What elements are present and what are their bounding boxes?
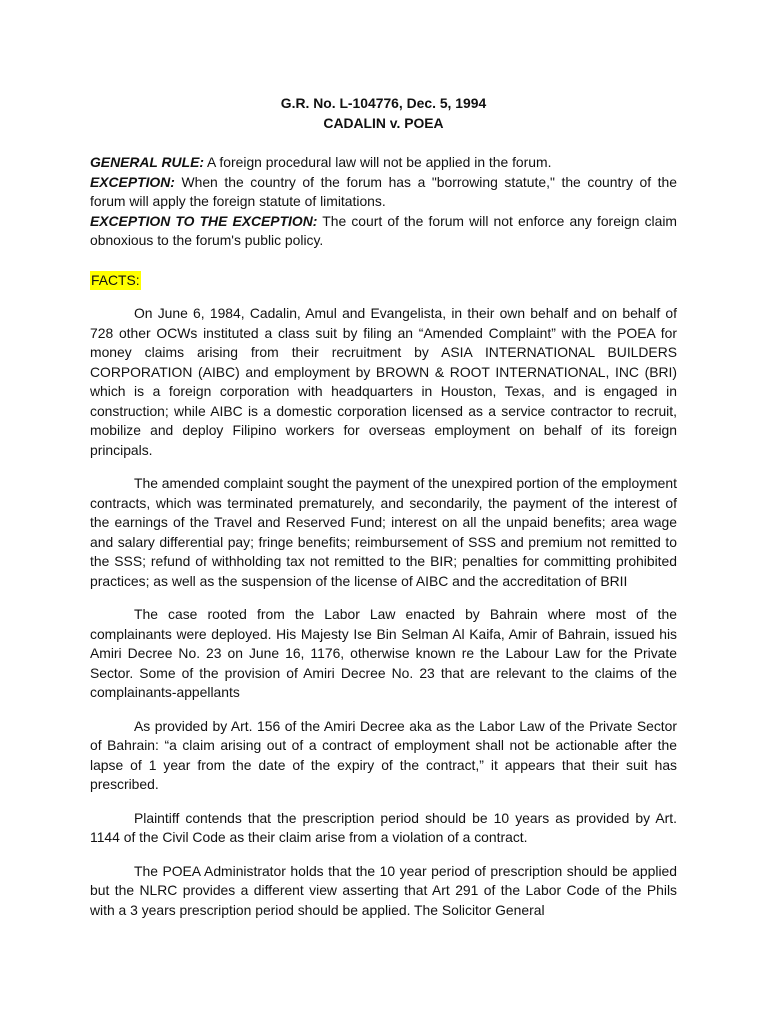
exception-rule: [90, 173, 677, 212]
facts-paragraph: Plaintiff contends that the prescription period should be 10 years as provided by Art. 1144 of the Civil Code as their claim arise from a violation of a contract.: [90, 809, 677, 845]
facts-section: [90, 271, 677, 921]
rules-section: [90, 153, 677, 251]
facts-paragraph: The amended complaint sought the payment of the unexpired portion of the employment contracts, which was terminated prematurely, and secondarily, the payment of the interest of the earnings of the Travel and Reserved Fund; interest on all the unpaid benefits; area wage and salary differential pay; fringe benefits; reimbursement of SSS and premium not remitted to the SSS; refund of withholding tax not remitted to the BIR; penalties for committing prohibited practices; as well as the suspension of the license of AIBC and the accreditation of BRII: [90, 475, 677, 589]
rule-text: The court of the forum will not enforce any foreign claim obnoxious to the forum's public policy.: [90, 212, 677, 248]
rule-term: EXCEPTION TO THE EXCEPTION:: [90, 212, 318, 229]
document-page: [90, 94, 677, 920]
case-title: CADALIN v. POEA: [323, 114, 444, 131]
exception-to-exception-rule: [90, 212, 677, 251]
facts-paragraph: The POEA Administrator holds that the 10 year period of prescription should be applied but the NLRC provides a different view asserting that Art 291 of the Labor Code of the Phils with a 3 years prescription period should be applied. The Solicitor General: [90, 862, 677, 918]
general-rule: [90, 153, 677, 173]
facts-paragraph: The case rooted from the Labor Law enacted by Bahrain where most of the complainants were deployed. His Majesty Ise Bin Selman Al Kaifa, Amir of Bahrain, issued his Amiri Decree No. 23 on June 16, 1176, otherwise known re the Labour Law for the Private Sector. Some of the provision of Amiri Decree No. 23 that are relevant to the claims of the complainants-appellants: [90, 606, 677, 700]
facts-paragraph: On June 6, 1984, Cadalin, Amul and Evangelista, in their own behalf and on behalf of 728 other OCWs instituted a class suit by filing an “Amended Complaint” with the POEA for money claims arising from their recruitment by ASIA INTERNATIONAL BUILDERS CORPORATION (AIBC) and employment by BROWN & ROOT INTERNATIONAL, INC (BRI) which is a foreign corporation with headquarters in Houston, Texas, and is engaged in construction; while AIBC is a domestic corporation licensed as a service contractor to recruit, mobilize and deploy Filipino workers for overseas employment on behalf of its foreign principals.: [90, 305, 677, 458]
facts-heading: FACTS:: [90, 271, 141, 291]
case-citation: G.R. No. L-104776, Dec. 5, 1994: [280, 95, 487, 111]
case-header: [90, 94, 677, 133]
rule-term: EXCEPTION:: [90, 173, 175, 190]
rule-term: GENERAL RULE:: [90, 154, 204, 170]
rule-text: A foreign procedural law will not be applied in the forum.: [203, 154, 552, 170]
facts-paragraph: As provided by Art. 156 of the Amiri Decree aka as the Labor Law of the Private Sector of Bahrain: “a claim arising out of a contract of employment shall not be actionable after the lapse of 1 year from the date of the expiry of the contract,” it appears that their suit has prescribed.: [90, 717, 677, 792]
rule-text: When the country of the forum has a "borrowing statute," the country of the forum will apply the foreign statute of limitations.: [90, 173, 677, 209]
